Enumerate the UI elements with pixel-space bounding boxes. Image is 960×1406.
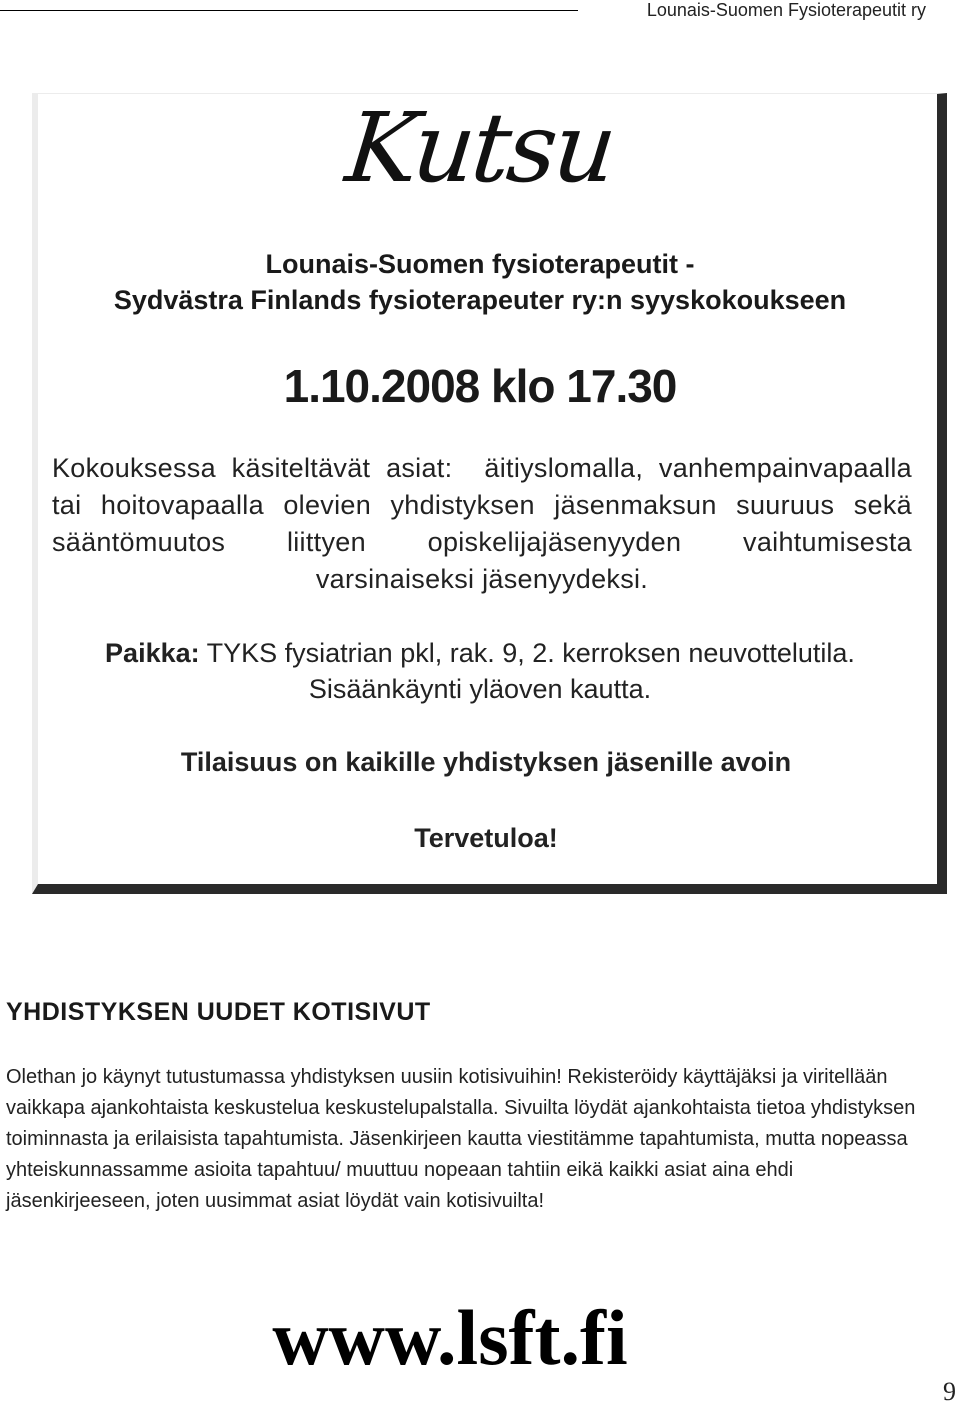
agenda-paragraph <box>52 450 912 598</box>
agenda-label: Kokouksessa käsiteltävät asiat: <box>52 453 453 483</box>
entrance-text: Sisäänkäynti yläoven kautta. <box>308 674 652 704</box>
place-label: Paikka: <box>105 638 200 668</box>
website-section-heading: YHDISTYKSEN UUDET KOTISIVUT <box>6 998 431 1026</box>
meeting-place <box>0 635 960 707</box>
place-text: TYKS fysiatrian pkl, rak. 9, 2. kerroksen neuvottelutila. <box>206 638 855 668</box>
organization-line-2: Sydvästra Finlands fysioterapeuter ry:n syyskokoukseen <box>113 285 847 315</box>
running-header-title: Lounais-Suomen Fysioterapeutit ry <box>646 0 926 20</box>
organization-line-1: Lounais-Suomen fysioterapeutit - <box>265 249 695 279</box>
header-rule <box>0 10 578 11</box>
welcome-text: Tervetuloa! <box>414 823 558 853</box>
open-to-members-text: Tilaisuus on kaikille yhdistyksen jäsenille avoin <box>180 747 792 777</box>
agenda-text: äitiyslomalla, vanhempainvapaalla tai hoitovapaalla olevien yhdistyksen jäsenmaksun suuruus sekä sääntömuutos liittyen opiskelijajäsenyyden vaihtumisesta varsinaiseksi jäsenyydeksi. <box>52 453 912 594</box>
website-url[interactable]: www.lsft.fi <box>272 1294 628 1381</box>
invitation-title: Kutsu <box>341 92 619 204</box>
meeting-date-time: 1.10.2008 klo 17.30 <box>283 360 677 412</box>
page-number: 9 <box>943 1377 956 1406</box>
website-section-body: Olethan jo käynyt tutustumassa yhdistyksen uusiin kotisivuihin! Rekisteröidy käyttäjäksi ja viritellään vaikkapa ajankohtaista keskustelua keskustelupalstalla. Sivuilta löydät ajankohtaista tietoa yhdistyksen toiminnasta ja erilaisista tapahtumista. Jäsenkirjeen kautta viestitämme tapahtumista, mutta nopeassa yhteiskunnassamme asioita tapahtuu/ muuttuu nopeaan tahtiin eikä kaikki asiat aina ehdi jäsenkirjeeseen, joten uusimmat asiat löydät vain kotisivuilta! <box>6 1066 916 1212</box>
organization-heading <box>0 246 960 318</box>
